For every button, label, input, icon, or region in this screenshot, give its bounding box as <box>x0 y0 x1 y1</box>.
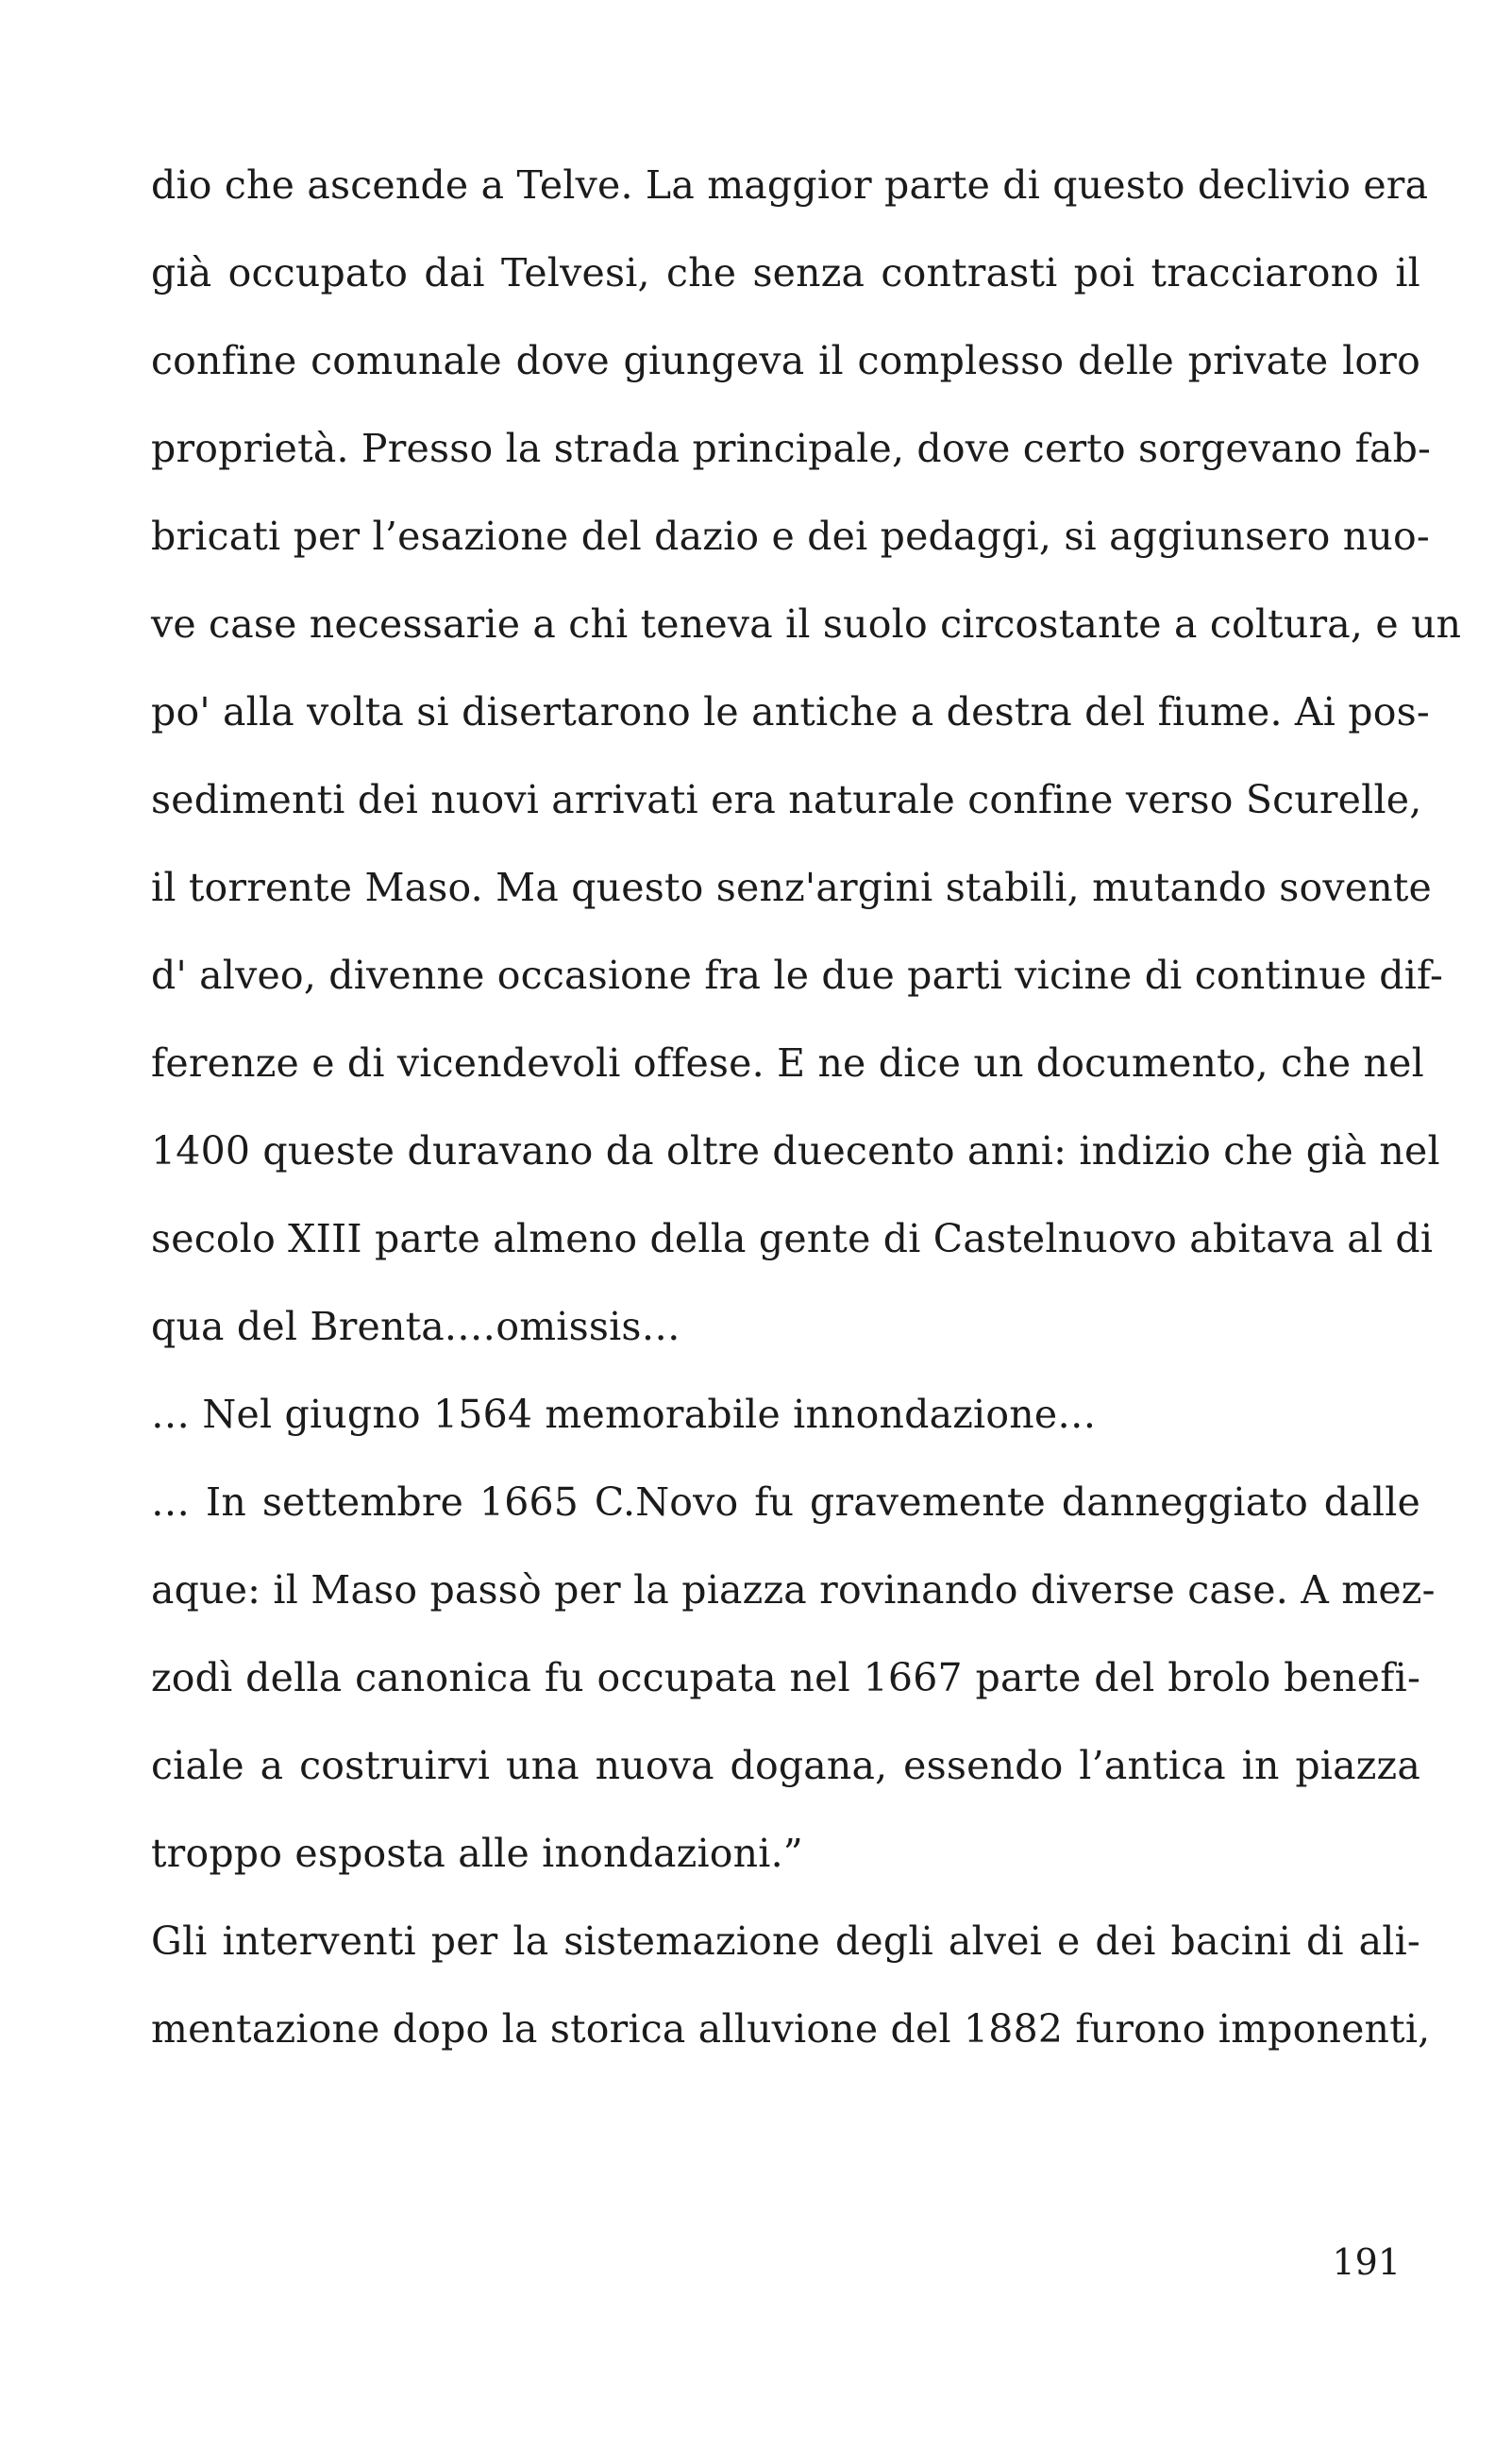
text-line: aque: il Maso passò per la piazza rovinando diverse case. A mez- <box>151 1567 1436 1613</box>
text-line: Gli interventi per la sistemazione degli alvei e dei bacini di ali- <box>151 1918 1420 1964</box>
text-line: … In settembre 1665 C.Novo fu gravemente danneggiato dalle <box>151 1479 1420 1525</box>
text-line: mentazione dopo la storica alluvione del 1882 furono imponenti, <box>151 2006 1431 2052</box>
text-line: qua del Brenta.…omissis… <box>151 1304 680 1349</box>
text-line: secolo XIII parte almeno della gente di Castelnuovo abitava al di <box>151 1216 1434 1261</box>
text-line: zodì della canonica fu occupata nel 1667 parte del brolo benefi- <box>151 1655 1420 1700</box>
text-line: troppo esposta alle inondazioni.” <box>151 1831 803 1876</box>
text-line: sedimenti dei nuovi arrivati era naturale confine verso Scurelle, <box>151 777 1422 822</box>
text-line: ve case necessarie a chi teneva il suolo circostante a coltura, e un <box>151 601 1462 647</box>
text-line: dio che ascende a Telve. La maggior parte di questo declivio era <box>151 162 1429 208</box>
text-line: ferenze e di vicendevoli offese. E ne dice un documento, che nel <box>151 1040 1424 1086</box>
text-line: bricati per l’esazione del dazio e dei pedaggi, si aggiunsero nuo- <box>151 514 1430 559</box>
text-line: ciale a costruirvi una nuova dogana, essendo l’antica in piazza <box>151 1743 1420 1788</box>
text-line: 1400 queste duravano da oltre duecento anni: indizio che già nel <box>151 1128 1440 1174</box>
text-line: d' alveo, divenne occasione fra le due parti vicine di continue dif- <box>151 953 1444 998</box>
text-line: … Nel giugno 1564 memorabile innondazione… <box>151 1392 1097 1437</box>
body-text <box>151 142 1462 2073</box>
text-line: già occupato dai Telvesi, che senza contrasti poi tracciarono il <box>151 250 1420 296</box>
text-line: il torrente Maso. Ma questo senz'argini stabili, mutando sovente <box>151 865 1432 910</box>
page-number: 191 <box>1332 2241 1401 2283</box>
text-line: confine comunale dove giungeva il complesso delle private loro <box>151 338 1420 383</box>
text-line: proprietà. Presso la strada principale, dove certo sorgevano fab- <box>151 426 1432 471</box>
text-line: po' alla volta si disertarono le antiche a destra del fiume. Ai pos- <box>151 689 1430 735</box>
